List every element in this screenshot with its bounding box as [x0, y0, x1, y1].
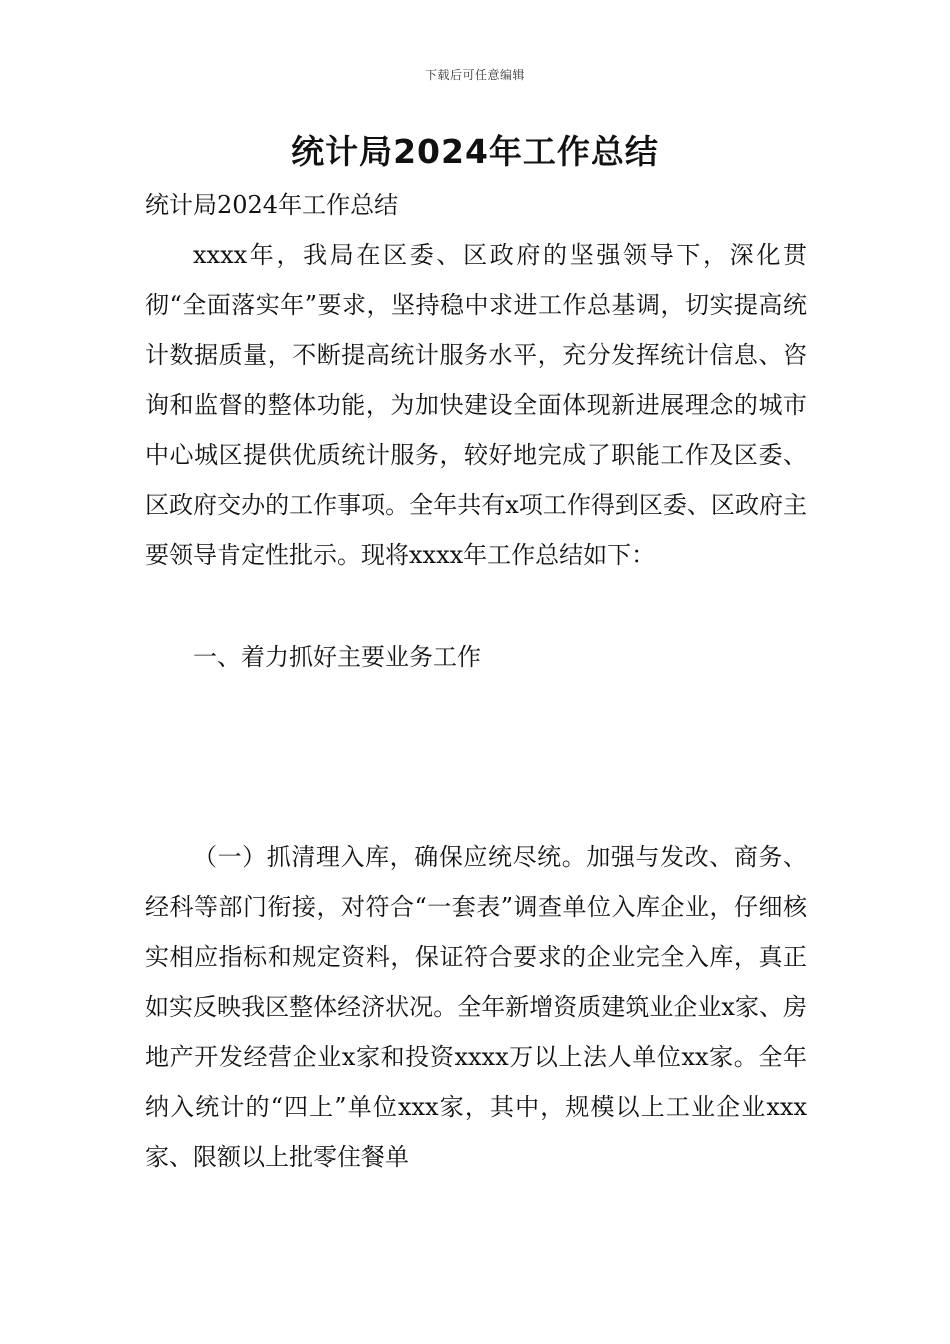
document-subtitle: 统计局2024年工作总结	[145, 191, 399, 219]
section-heading: 一、着力抓好主要业务工作	[193, 643, 481, 671]
intro-paragraph: xxxx年，我局在区委、区政府的坚强领导下，深化贯彻“全面落实年”要求，坚持稳中求进工作总基调，切实提高统计数据质量，不断提高统计服务水平，充分发挥统计信息、咨询和监督的整体功能，为加快建设全面体现新进展理念的城市中心城区提供优质统计服务，较好地完成了职能工作及区委、区政府交办的工作事项。全年共有x项工作得到区委、区政府主要领导肯定性批示。现将xxxx年工作总结如下：	[145, 241, 807, 569]
document-body	[145, 180, 807, 1182]
header-note: 下载后可任意编辑	[424, 68, 525, 82]
document-title: 统计局2024年工作总结	[291, 132, 659, 171]
subsection-paragraph: （一）抓清理入库，确保应统尽统。加强与发改、商务、经科等部门衔接，对符合“一套表”调查单位入库企业，仔细核实相应指标和规定资料，保证符合要求的企业完全入库，真正如实反映我区整体经济状况。全年新增资质建筑业企业x家、房地产开发经营企业x家和投资xxxx万以上法人单位xx家。全年纳入统计的“四上”单位xxx家，其中，规模以上工业企业xxx家、限额以上批零住餐单	[145, 843, 807, 1171]
